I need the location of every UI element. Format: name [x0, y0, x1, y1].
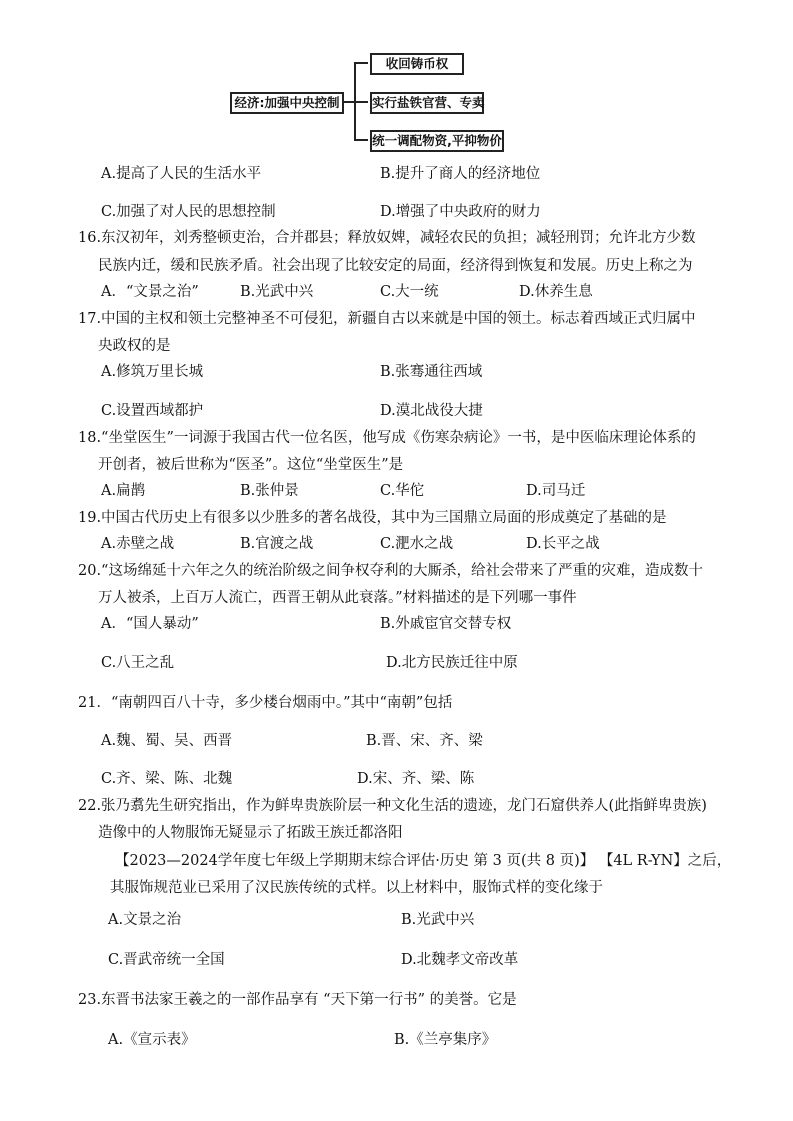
q16-option-c: C.大一统 [380, 284, 439, 300]
diagram-branch-box: 实行盐铁官营、专卖 [370, 92, 484, 114]
diagram-branch-box: 统一调配物资,平抑物价 [370, 130, 504, 152]
q17-option-b: B.张骞通往西域 [380, 364, 483, 380]
diagram-branch-box: 收回铸币权 [370, 53, 464, 75]
connector [344, 101, 354, 103]
q23-stem-line1: 23.东晋书法家王羲之的一部作品享有 “天下第一行书” 的美誉。它是 [78, 992, 517, 1008]
q15-option-c: C.加强了对人民的思想控制 [101, 204, 276, 220]
q19-option-b: B.官渡之战 [240, 536, 314, 552]
q17-option-c: C.设置西域都护 [101, 403, 204, 419]
q18-option-c: C.华佗 [380, 483, 425, 499]
q22-stem-line4: 其服饰规范业已采用了汉民族传统的式样。以上材料中，服饰式样的变化缘于 [110, 880, 603, 896]
q16-option-d: D.休养生息 [519, 284, 593, 300]
q22-option-b: B.光武中兴 [401, 912, 475, 928]
diagram-root-box: 经济:加强中央控制 [230, 92, 344, 114]
q18-stem-line2: 开创者，被后世称为“医圣”。这位“坐堂医生”是 [98, 457, 404, 473]
q23-option-a: A.《宣示表》 [108, 1032, 196, 1048]
q22-stem-line1: 22.张乃翥先生研究指出，作为鲜卑贵族阶层一种文化生活的遗迹，龙门石窟供养人(此指鲜卑贵族) [78, 798, 707, 814]
q19-option-a: A.赤壁之战 [101, 536, 175, 552]
q17-stem-line1: 17.中国的主权和领土完整神圣不可侵犯，新疆自古以来就是中国的领土。标志着西域正式归属中 [78, 311, 696, 327]
connector [354, 139, 368, 141]
q23-option-b: B.《兰亭集序》 [394, 1032, 497, 1048]
page-footer [115, 852, 731, 870]
q22-option-d: D.北魏孝文帝改革 [401, 952, 519, 968]
q19-stem-line1: 19.中国古代历史上有很多以少胜多的著名战役，其中为三国鼎立局面的形成奠定了基础的是 [78, 510, 667, 526]
economy-diagram [0, 0, 793, 160]
q18-option-a: A.扁鹊 [101, 483, 146, 499]
q22-option-a: A.文景之治 [108, 912, 182, 928]
q20-stem-line1: 20.“这场绵延十六年之久的统治阶级之间争权夺利的大厮杀，给社会带来了严重的灾难，造成数十 [78, 563, 703, 579]
q21-option-c: C.齐、梁、陈、北魏 [101, 771, 233, 787]
q15-option-a: A.提高了人民的生活水平 [101, 166, 262, 182]
q20-option-a: A．“国人暴动” [101, 616, 199, 632]
q18-option-b: B.张仲景 [240, 483, 299, 499]
q22-stem-line2: 造像中的人物服饰无疑显示了拓跋王族迁都洛阳 [98, 825, 403, 841]
q20-option-d: D.北方民族迁往中原 [386, 655, 518, 671]
q22-option-c: C.晋武帝统一全国 [108, 952, 225, 968]
q16-stem-line1: 16.东汉初年，刘秀整顿吏治，合并郡县；释放奴婢，减轻农民的负担；减轻刑罚；允许北方少数 [78, 230, 696, 246]
q15-option-b: B.提升了商人的经济地位 [380, 166, 541, 182]
q16-stem-line2: 民族内迁，缓和民族矛盾。社会出现了比较安定的局面，经济得到恢复和发展。历史上称之为 [98, 258, 693, 274]
q16-option-b: B.光武中兴 [240, 284, 314, 300]
q16-option-a: A．“文景之治” [101, 284, 199, 300]
q21-option-a: A.魏、蜀、吴、西晋 [101, 733, 233, 749]
q17-stem-line2: 央政权的是 [98, 338, 171, 354]
q20-option-c: C.八王之乱 [101, 655, 175, 671]
q20-stem-line2: 万人被杀，上百万人流亡，西晋王朝从此衰落。”材料描述的是下列哪一事件 [98, 590, 577, 606]
q21-stem-line1: 21．“南朝四百八十寺，多少楼台烟雨中。”其中“南朝”包括 [78, 695, 453, 711]
page-footer-text: 【2023—2024学年度七年级上学期期末综合评估·历史 第 3 页(共 8 页)】 【4L R-YN】 [115, 853, 688, 869]
q19-option-c: C.淝水之战 [380, 536, 454, 552]
q22-stem-line3-tail: 之后， [687, 853, 732, 869]
q17-option-a: A.修筑万里长城 [101, 364, 204, 380]
q21-option-d: D.宋、齐、梁、陈 [357, 771, 475, 787]
connector [354, 101, 368, 103]
q19-option-d: D.长平之战 [526, 536, 600, 552]
q17-option-d: D.漠北战役大捷 [380, 403, 483, 419]
q20-option-b: B.外戚宦官交替专权 [380, 616, 512, 632]
q21-option-b: B.晋、宋、齐、梁 [366, 733, 483, 749]
q18-stem-line1: 18.“坐堂医生”一词源于我国古代一位名医，他写成《伤寒杂病论》一书，是中医临床理论体系的 [78, 430, 696, 446]
q18-option-d: D.司马迁 [526, 483, 586, 499]
q15-option-d: D.增强了中央政府的财力 [380, 204, 541, 220]
connector [354, 62, 368, 64]
